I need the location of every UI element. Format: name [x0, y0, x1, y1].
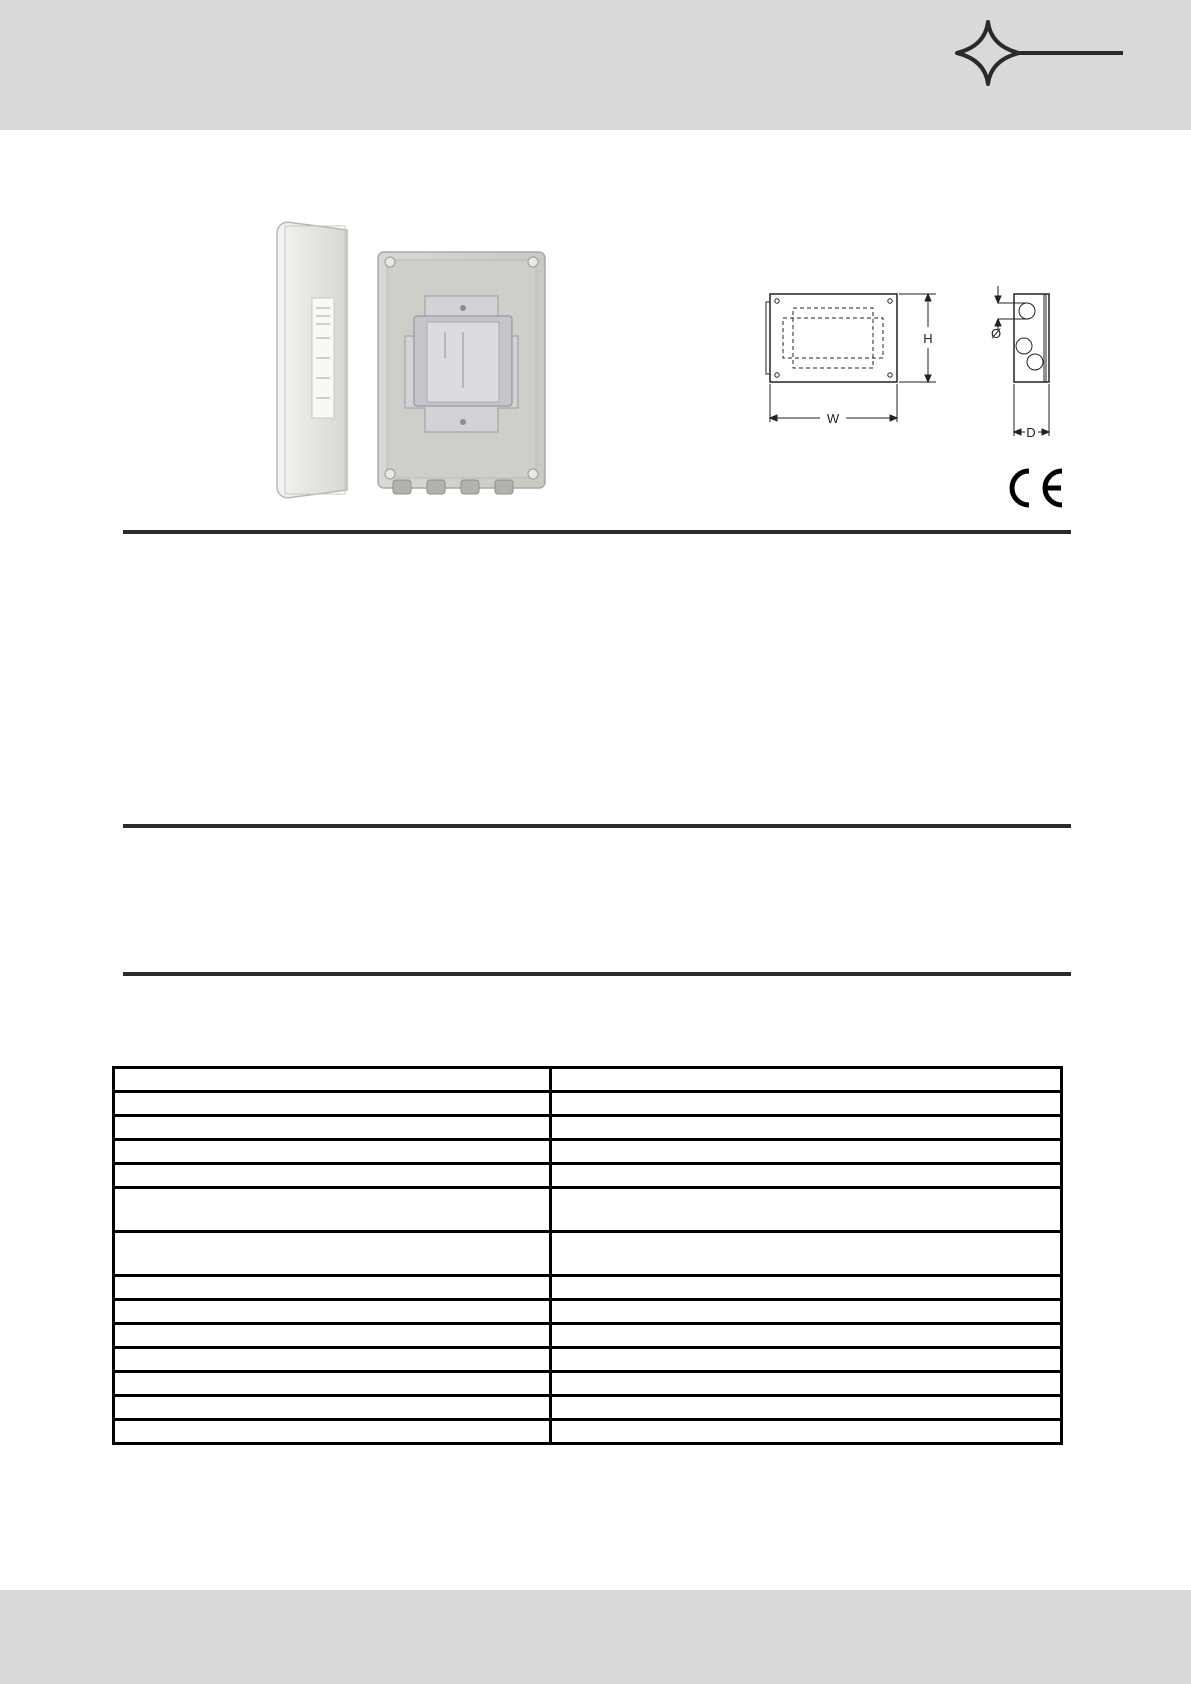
spec-value — [551, 1348, 1062, 1372]
spec-row — [114, 1324, 1062, 1348]
spec-value — [551, 1372, 1062, 1396]
spec-value — [551, 1232, 1062, 1276]
spec-value — [551, 1068, 1062, 1092]
spec-value — [551, 1324, 1062, 1348]
spec-label — [114, 1396, 551, 1420]
front-view-drawing — [760, 284, 945, 434]
spec-value — [551, 1140, 1062, 1164]
spec-row — [114, 1188, 1062, 1232]
spec-row — [114, 1372, 1062, 1396]
ce-mark-icon — [1003, 466, 1067, 510]
spec-row — [114, 1140, 1062, 1164]
spec-value — [551, 1276, 1062, 1300]
spec-label — [114, 1140, 551, 1164]
spec-label — [114, 1372, 551, 1396]
spec-row — [114, 1396, 1062, 1420]
spec-label — [114, 1188, 551, 1232]
spec-value — [551, 1116, 1062, 1140]
spec-label — [114, 1348, 551, 1372]
section-divider — [123, 530, 1071, 534]
spec-row — [114, 1420, 1062, 1444]
footer-band — [0, 1590, 1191, 1684]
width-label: W — [826, 411, 840, 426]
spec-row — [114, 1348, 1062, 1372]
spec-value — [551, 1092, 1062, 1116]
spec-row — [114, 1164, 1062, 1188]
spec-label — [114, 1232, 551, 1276]
spec-value — [551, 1300, 1062, 1324]
spec-label — [114, 1420, 551, 1444]
spec-value — [551, 1396, 1062, 1420]
spec-label — [114, 1068, 551, 1092]
spec-value — [551, 1164, 1062, 1188]
spec-label — [114, 1300, 551, 1324]
spec-row — [114, 1092, 1062, 1116]
spec-label — [114, 1276, 551, 1300]
spec-label — [114, 1164, 551, 1188]
section-divider — [123, 824, 1071, 828]
enclosure-photo — [275, 218, 550, 503]
spec-row — [114, 1300, 1062, 1324]
height-label: H — [923, 331, 933, 346]
spec-label — [114, 1116, 551, 1140]
spec-row — [114, 1276, 1062, 1300]
spec-row — [114, 1068, 1062, 1092]
diameter-label: Ø — [990, 326, 1002, 341]
spec-label — [114, 1092, 551, 1116]
section-divider — [123, 972, 1071, 976]
spec-label — [114, 1324, 551, 1348]
spec-row — [114, 1232, 1062, 1276]
spec-row — [114, 1116, 1062, 1140]
side-view-drawing — [980, 284, 1070, 440]
star-line-logo-icon — [955, 20, 1125, 86]
spec-value — [551, 1188, 1062, 1232]
spec-value — [551, 1420, 1062, 1444]
depth-label: D — [1026, 425, 1036, 440]
spec-table — [112, 1066, 1063, 1445]
